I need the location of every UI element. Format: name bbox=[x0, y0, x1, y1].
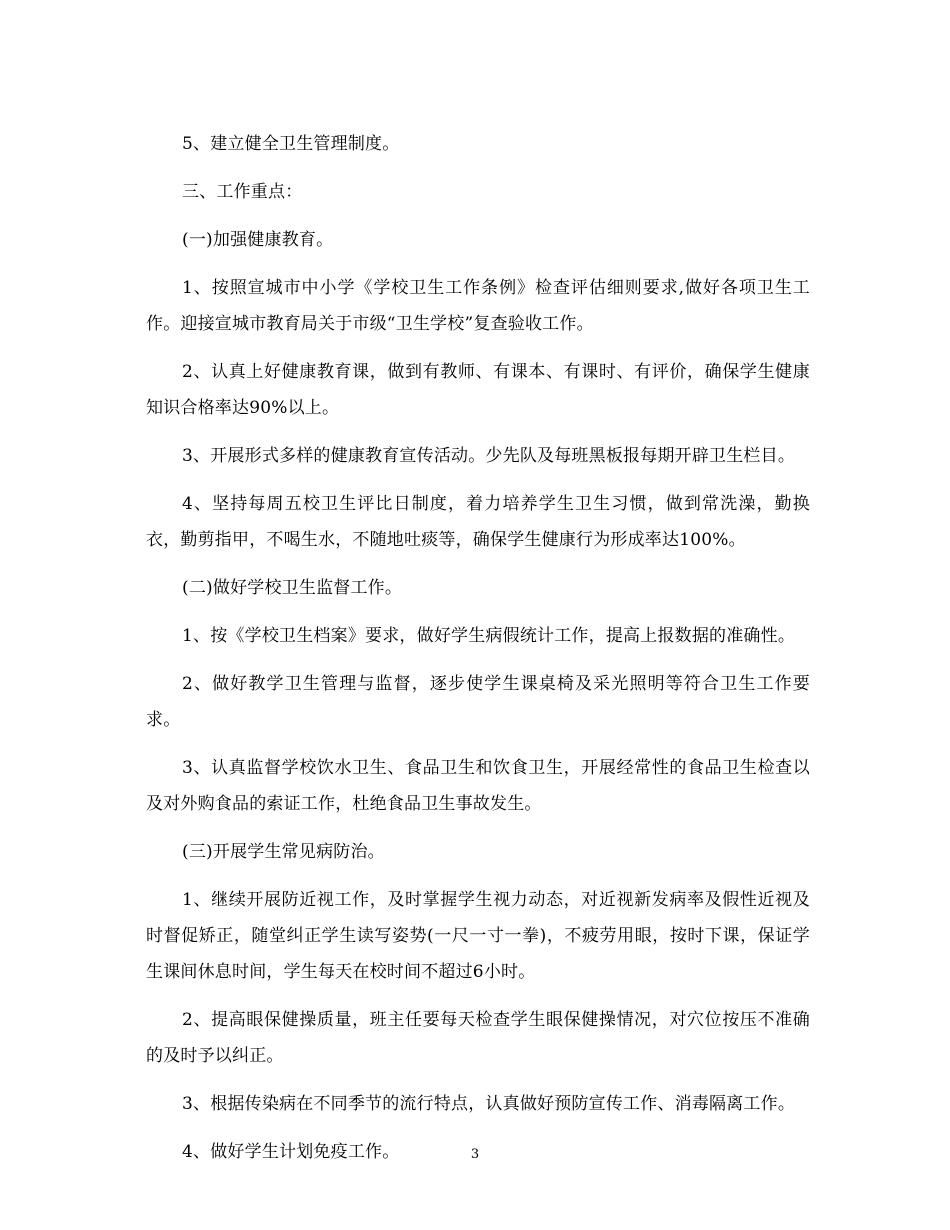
subsection-heading-1: (一)加强健康教育。 bbox=[182, 230, 334, 250]
paragraph-prevention-4: 4、做好学生计划免疫工作。 bbox=[182, 1142, 400, 1162]
subsection-heading-3: (三)开展学生常见病防治。 bbox=[182, 842, 385, 862]
paragraph-supervision-2: 2、做好教学卫生管理与监督，逐步使学生课桌椅及采光照明等符合卫生工作要求。 bbox=[146, 674, 810, 730]
page-number: 3 bbox=[470, 1147, 480, 1162]
paragraph-supervision-3: 3、认真监督学校饮水卫生、食品卫生和饮食卫生，开展经常性的食品卫生检查以及对外购食品的索证工作，杜绝食品卫生事故发生。 bbox=[146, 758, 810, 814]
paragraph-supervision-1: 1、按《学校卫生档案》要求，做好学生病假统计工作，提高上报数据的准确性。 bbox=[182, 626, 796, 646]
paragraph-health-1: 1、按照宣城市中小学《学校卫生工作条例》检查评估细则要求,做好各项卫生工作。迎接宣城市教育局关于市级“卫生学校”复查验收工作。 bbox=[146, 278, 810, 334]
subsection-heading-2: (二)做好学校卫生监督工作。 bbox=[182, 578, 403, 598]
paragraph-prevention-3: 3、根据传染病在不同季节的流行特点，认真做好预防宣传工作、消毒隔离工作。 bbox=[182, 1094, 796, 1114]
paragraph-1: 5、建立健全卫生管理制度。 bbox=[182, 134, 400, 154]
paragraph-health-3: 3、开展形式多样的健康教育宣传活动。少先队及每班黑板报每期开辟卫生栏目。 bbox=[182, 446, 796, 466]
paragraph-health-2: 2、认真上好健康教育课，做到有教师、有课本、有课时、有评价，确保学生健康知识合格率达90%以上。 bbox=[146, 362, 810, 418]
paragraph-prevention-2: 2、提高眼保健操质量，班主任要每天检查学生眼保健操情况，对穴位按压不准确的及时予以纠正。 bbox=[146, 1010, 810, 1066]
paragraph-prevention-1: 1、继续开展防近视工作，及时掌握学生视力动态，对近视新发病率及假性近视及时督促矫正，随堂纠正学生读写姿势(一尺一寸一拳)，不疲劳用眼，按时下课，保证学生课间休息时间，学生每天在校时间不超过6小时。 bbox=[146, 890, 810, 982]
paragraph-health-4: 4、坚持每周五校卫生评比日制度，着力培养学生卫生习惯，做到常洗澡，勤换衣，勤剪指甲，不喝生水，不随地吐痰等，确保学生健康行为形成率达100%。 bbox=[146, 494, 810, 550]
document-body bbox=[146, 126, 810, 1182]
section-heading-3: 三、工作重点： bbox=[182, 182, 303, 202]
